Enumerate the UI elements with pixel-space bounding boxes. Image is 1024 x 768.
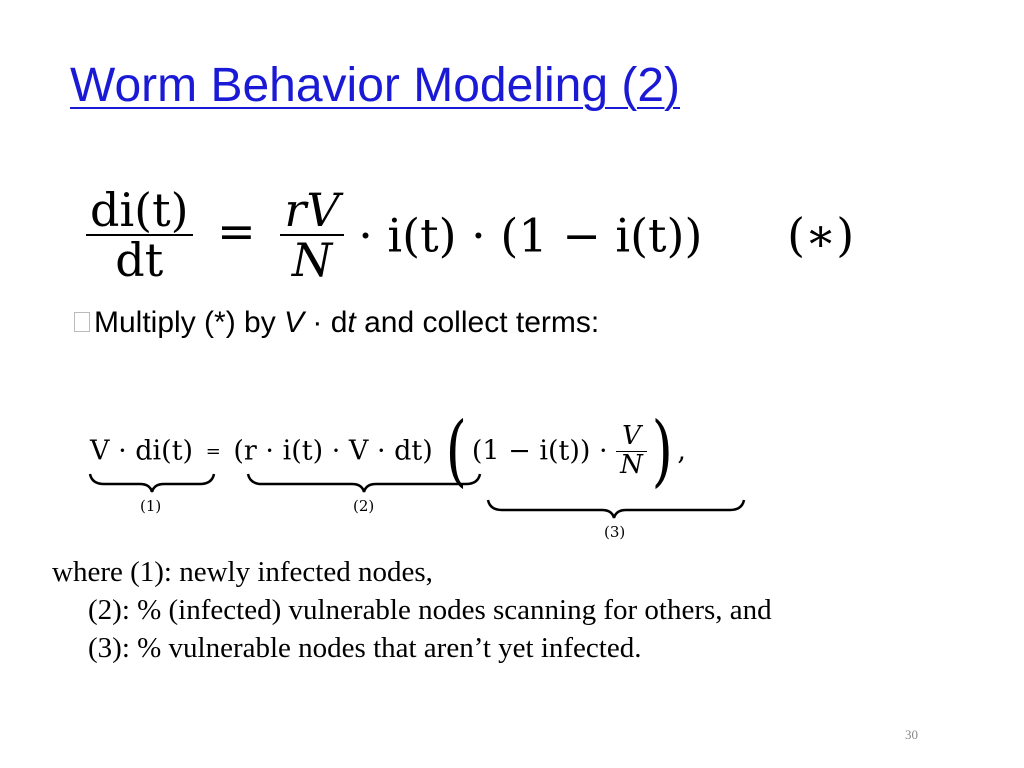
underbrace-2: [248, 474, 480, 492]
page-number: 30: [905, 727, 918, 742]
equation-tag: (∗): [787, 208, 855, 263]
left-big-paren: (: [445, 406, 468, 496]
frac-numerator: V: [616, 423, 647, 451]
trailing-comma: ,: [677, 435, 686, 467]
slide-title: Worm Behavior Modeling (2): [70, 59, 681, 112]
explanation-line-3: (3): % vulnerable nodes that aren’t yet infected.: [88, 632, 642, 664]
lhs-denominator: dt: [115, 233, 164, 288]
rhs-numerator: rV: [280, 186, 343, 236]
underbrace-1: [90, 474, 214, 492]
right-big-paren: ): [651, 406, 673, 496]
term-1: V · di(t): [90, 435, 194, 467]
bullet-d: d: [330, 306, 348, 339]
brace-label-3: (3): [604, 523, 626, 541]
bullet-text-before: Multiply (*) by: [94, 306, 285, 339]
rhs-product: · i(t) · (1 − i(t)): [358, 208, 703, 263]
bullet-var-v: V: [284, 306, 305, 339]
bullet-text-after: and collect terms:: [355, 306, 600, 339]
frac-denominator: N: [620, 449, 643, 480]
explanation-line-1: where (1): newly infected nodes,: [52, 556, 433, 588]
equals-sign: =: [217, 204, 256, 259]
expanded-equals: =: [205, 440, 221, 462]
lhs-numerator: di(t): [86, 186, 193, 236]
brace-label-2: (2): [353, 497, 375, 515]
underbrace-3: [488, 500, 744, 518]
bullet-var-t: t: [347, 306, 356, 339]
term-3-inner: (1 − i(t)) ·: [471, 435, 608, 467]
bullet-dot: ·: [304, 306, 331, 339]
rhs-denominator: N: [291, 233, 333, 288]
brace-label-1: (1): [140, 497, 162, 515]
term-2: (r · i(t) · V · dt): [233, 435, 433, 467]
explanation-line-2: (2): % (infected) vulnerable nodes scanning for others, and: [88, 594, 772, 626]
